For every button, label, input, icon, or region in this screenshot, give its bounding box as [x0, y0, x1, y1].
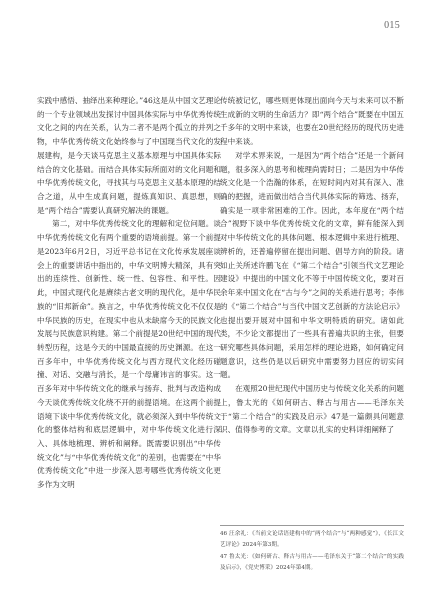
- right-paragraph-2: 对学术界来说，一是因为“两个结合”还是一个新问题，很多深入的思考和梳理尚需时日；二是因为中华传统文化是一个浩瀚的体系，在短时间内对其有深入、准确的把握，进而做出结合当代具体实际的筛选、扬弃，确实是一项非常困难的工作。因此，本年度在“两个结合”视野下谈中华优秀传统文化的文章，鲜有能深入到对中华传统文化的具体问题、根本逻辑中来进行梳理、辨析的，还普遍停留在提出问题、倡导方向的阶段。诸如止关所述许鹏飞在《“第二个结合”引领当代文艺理论建设》中提出的中国文化不等于中国传统文化，要对百余年来中国文化在“古与今”之间的关系进行思考；李伟的《“第二个结合”与当代中国文艺创新的方法论启示》也提出要开展对中国和中华文明特质的研究。诸如此类，不少论文都提出了一些具有普遍共识的主张，但要研究哪些具体问题，采用怎样的理论进路，如何确定问题意识，这些仍是以后研究中需要努力回应的切实问题。: [220, 150, 404, 380]
- footnote-47: 47 鲁太光：《如何研古、释古与用古——毛泽东关于“第二个结合”的实践及启示》，《党史博采》2024年第4期。: [220, 554, 404, 571]
- right-paragraph-3: 在观照20世纪现代中国历史与传统文化关系的问题上，鲁太光的《如何研古、释古与用古——毛泽东关于“第二个结合”的实践及启示》47是一篇颇具问题意识、值得参考的文章。文章以扎实的史料详细阐释了: [220, 384, 404, 435]
- right-paragraph-1: 传统被记忆，哪些则更体现出面向今天与未来可以不断生成新的文明的生命活力？即“两个结合”既要在中国五千多年的文明中来谈，也要在20世纪经历的现代历史进程中来谈。: [220, 96, 404, 147]
- footnote-46: 46 汪余礼：《当前文论话语建构中的“两个结合”与“两种感觉”》，《长江文艺评论》2024年第3期。: [220, 531, 404, 548]
- left-text-column: [37, 94, 221, 492]
- footnotes: [220, 525, 404, 575]
- page-number: 015: [384, 20, 400, 31]
- left-paragraph-2: 第二，对中华优秀传统文化的理解和定位问题。谈中华优秀传统文化有两个重要的语境前提。第一个前提是2023年6月2日，习近平总书记在文化传承发展座谈会上的重要讲话中指出的，中华文明博大精深，具有突出的连续性、创新性、统一性、包容性、和平性。因此，中国式现代化是赓续古老文明的现代化，是中华民族的“旧邦新命”。换言之，中华优秀传统文化不仅仅是中华民族的历史，在现实中也从未缺席今天的民族文化发展与民族意识构建。第二个前提是20世纪中国的现代转型历程，这是今天的中国最直接的历史渊源。在这一百多年中，中华优秀传统文化与西方现代文化经历碰撞、对话、交融与消长，是一个母庸讳言的事实。这一百多年对中华传统文化的继承与扬弃、批判与改造构成今天谈优秀传统文化绕不开的前提语境。在这两个前提语境下谈中华优秀传统文化，就必须深入到中华传统文化的整体结构和底层逻辑中，对中华传统文化进行深入、具体地梳理、辨析和阐释。既需要识别出“中华传统文化”与“中华优秀传统文化”的差别，也需要在“中华优秀传统文化”中进一步深入思考哪些优秀传统文化更多作为文明: [37, 219, 221, 490]
- right-text-column: [220, 94, 404, 437]
- left-paragraph-1: 实践中感悟、抽绎出来种理论。”46这是从中国文艺理论的一个专业领域出发探讨中国具体实际与中华优秀传统文化之间的内在关系，认为二者不是两个孤立的并列之物，中华优秀传统文化始终参与了中国现当代文化的发展建构，是今天谈马克思主义基本原理与中国具体实际结合的文化基础。而结合具体实际所面对的文化问题和中华优秀传统文化，寻找其与马克思主义基本原理的结合之道，从中生成真问题，提炼真知识、真思想，则是“两个结合”需要认真研究解决的课题。: [37, 96, 221, 215]
